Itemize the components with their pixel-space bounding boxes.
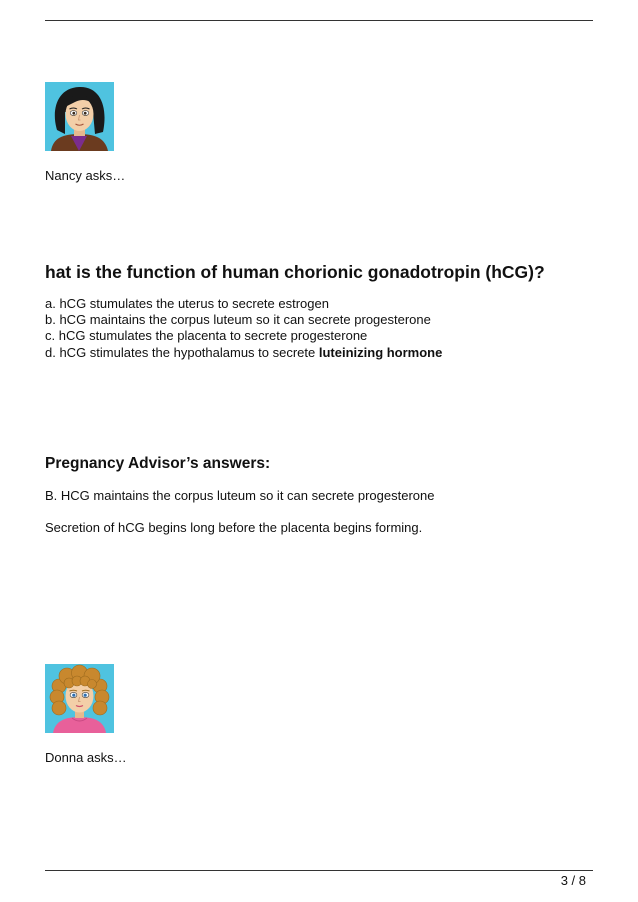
option-a: a. hCG stumulates the uterus to secrete estrogen bbox=[45, 296, 329, 311]
option-c: c. hCG stumulates the placenta to secrete progesterone bbox=[45, 328, 368, 344]
answer-paragraph: Secretion of hCG begins long before the placenta begins forming. bbox=[45, 520, 423, 535]
answer-options-list bbox=[45, 296, 442, 361]
answers-heading: Pregnancy Advisor’s answers: bbox=[45, 455, 271, 472]
top-rule bbox=[45, 20, 593, 21]
answer-paragraph: B. HCG maintains the corpus luteum so it can secrete progesterone bbox=[45, 488, 435, 503]
option-d: d. hCG stimulates the hypothalamus to secrete luteinizing hormone bbox=[45, 344, 443, 360]
curly-haired-woman-avatar-icon bbox=[45, 664, 114, 733]
question-title: hat is the function of human chorionic gonadotropin (hCG)? bbox=[45, 262, 545, 282]
donna-asks-label: Donna asks… bbox=[45, 750, 127, 765]
nancy-asks-label: Nancy asks… bbox=[45, 168, 126, 183]
bottom-rule bbox=[45, 870, 593, 871]
option-d-bold-term: luteinizing hormone bbox=[318, 344, 443, 360]
dark-haired-woman-avatar-icon bbox=[45, 82, 114, 151]
option-b: b. hCG maintains the corpus luteum so it can secrete progesterone bbox=[45, 312, 431, 328]
page-number: 3 / 8 bbox=[560, 873, 586, 888]
